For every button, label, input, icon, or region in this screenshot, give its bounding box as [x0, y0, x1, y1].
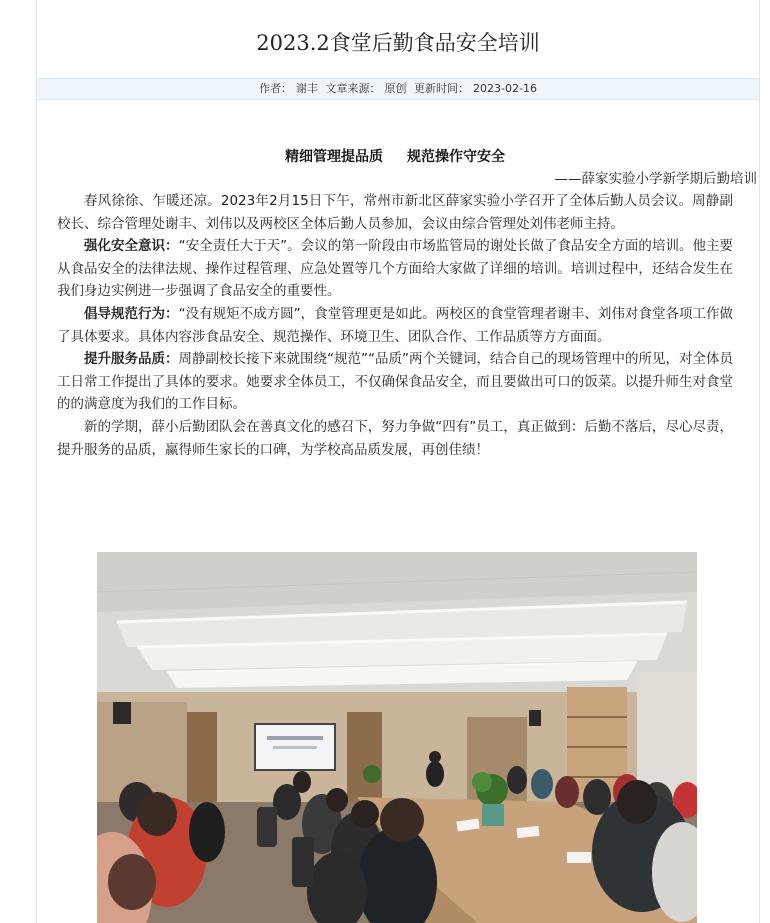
updated-value: 2023-02-16	[473, 82, 537, 95]
author-value: 谢丰	[296, 82, 319, 95]
author-label: 作者：	[259, 82, 293, 95]
paragraph-lead: 提升服务品质：	[84, 351, 179, 368]
paragraph-text: “没有规矩不成方圆”，食堂管理更是如此。两校区的食堂管理者谢丰、刘伟对食堂各项工作做了具体要求。具体内容涉食品安全、规范操作、环境卫生、团队合作、工作品质等方方面面。	[57, 305, 733, 345]
source-label: 文章来源：	[325, 82, 381, 95]
meeting-photo	[97, 552, 697, 923]
paragraph-text: 新的学期，薛小后勤团队会在善真文化的感召下，努力争做“四有”员工，真正做到：后勤不落后，尽心尽责，提升服务的品质，赢得师生家长的口碑，为学校高品质发展，再创佳绩！	[57, 418, 733, 458]
paragraph-lead: 倡导规范行为：	[84, 305, 179, 322]
heading-left: 精细管理提品质	[285, 149, 383, 165]
article-frame	[36, 0, 760, 923]
paragraph-rules	[57, 303, 733, 348]
paragraph-text: 周静副校长接下来就围绕“规范”“品质”两个关键词，结合自己的现场管理中的所见，对全体员工日常工作提出了具体的要求。她要求全体员工，不仅确保食品安全，而且要做出可口的饭菜。以提升师生对食堂的的满意度为我们的工作目标。	[57, 351, 734, 413]
paragraph-service	[57, 348, 733, 416]
heading-right: 规范操作守安全	[407, 149, 505, 165]
paragraph-lead: 强化安全意识：	[84, 238, 179, 255]
paragraph-closing	[57, 416, 733, 461]
article-subtitle: ——薛家实验小学新学期后勤培训	[554, 171, 757, 187]
paragraph-text: 春风徐徐、乍暖还凉。2023年2月15日下午，常州市新北区薛家实验小学召开了全体后勤人员会议。周静副校长、综合管理处谢丰、刘伟以及两校区全体后勤人员参加，会议由综合管理处刘伟老师主持。	[57, 193, 733, 232]
article-title: 2023.2食堂后勤食品安全培训	[256, 31, 540, 55]
source-value: 原创	[384, 82, 407, 95]
article-body	[37, 146, 759, 461]
meeting-photo-illustration	[97, 552, 697, 923]
paragraph-intro	[57, 190, 733, 235]
article-heading	[57, 146, 733, 168]
paragraph-text: “安全责任大于天”。会议的第一阶段由市场监管局的谢处长做了食品安全方面的培训。他主要从食品安全的法律法规、操作过程管理、应急处置等几个方面给大家做了详细的培训。培训过程中，还结合发生在我们身边实例进一步强调了食品安全的重要性。	[57, 238, 733, 300]
paragraph-safety	[57, 235, 733, 303]
article-meta	[37, 78, 759, 100]
updated-label: 更新时间：	[414, 82, 470, 95]
